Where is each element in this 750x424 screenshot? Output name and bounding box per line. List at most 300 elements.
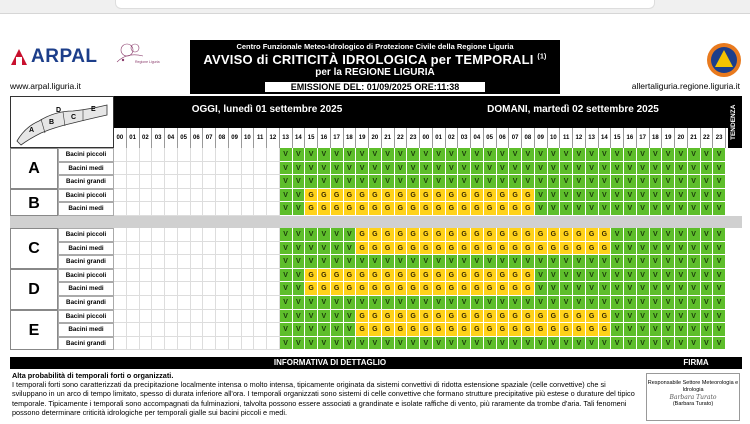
firma-signature: Barbara Turato (669, 394, 717, 401)
green-cell: V (280, 148, 293, 162)
green-cell: V (675, 269, 688, 283)
zone-separator (10, 216, 742, 228)
yellow-cell: G (318, 202, 331, 216)
green-cell: V (599, 282, 612, 296)
green-cell: V (624, 269, 637, 283)
yellow-cell: G (407, 189, 420, 203)
yellow-cell: G (407, 228, 420, 242)
green-cell: V (331, 228, 344, 242)
green-cell: V (548, 269, 561, 283)
yellow-cell: G (369, 323, 382, 337)
empty-cell (114, 337, 127, 351)
green-cell: V (548, 296, 561, 310)
yellow-cell: G (344, 189, 357, 203)
hour-cell: 13 (280, 128, 293, 148)
green-cell: V (611, 189, 624, 203)
green-cell: V (280, 310, 293, 324)
green-cell: V (637, 255, 650, 269)
hour-cell: 00 (420, 128, 433, 148)
hour-cell: 19 (662, 128, 675, 148)
empty-cell (127, 202, 140, 216)
green-cell: V (713, 228, 726, 242)
arpal-logo (10, 46, 98, 68)
green-cell: V (560, 202, 573, 216)
green-cell: V (713, 162, 726, 176)
empty-cell (242, 269, 255, 283)
green-cell: V (446, 296, 459, 310)
empty-cell (127, 242, 140, 256)
empty-cell (152, 282, 165, 296)
empty-cell (203, 189, 216, 203)
green-cell: V (293, 282, 306, 296)
green-cell: V (560, 255, 573, 269)
yellow-cell: G (446, 202, 459, 216)
green-cell: V (675, 228, 688, 242)
basin-label: Bacini medi (58, 282, 114, 296)
empty-cell (254, 282, 267, 296)
green-cell: V (318, 310, 331, 324)
yellow-cell: G (407, 202, 420, 216)
green-cell: V (535, 202, 548, 216)
green-cell: V (344, 242, 357, 256)
allerta-url-link[interactable]: allertaliguria.regione.liguria.it (631, 81, 740, 91)
green-cell: V (611, 282, 624, 296)
hour-cell: 07 (203, 128, 216, 148)
green-cell: V (611, 255, 624, 269)
green-cell: V (331, 162, 344, 176)
green-cell: V (280, 255, 293, 269)
green-cell: V (344, 162, 357, 176)
green-cell: V (624, 337, 637, 351)
basin-label: Bacini piccoli (58, 189, 114, 203)
empty-cell (114, 323, 127, 337)
green-cell: V (599, 148, 612, 162)
yellow-cell: G (446, 228, 459, 242)
yellow-cell: G (471, 242, 484, 256)
green-cell: V (446, 162, 459, 176)
empty-cell (191, 162, 204, 176)
green-cell: V (382, 296, 395, 310)
green-cell: V (522, 296, 535, 310)
empty-cell (229, 323, 242, 337)
empty-cell (191, 282, 204, 296)
green-cell: V (293, 162, 306, 176)
map-zone-d-label: D (56, 107, 62, 114)
footer-bar (10, 357, 742, 369)
green-cell: V (420, 175, 433, 189)
map-zone-b-label: B (49, 119, 55, 126)
yellow-cell: G (471, 202, 484, 216)
yellow-cell: G (433, 282, 446, 296)
empty-cell (165, 282, 178, 296)
green-cell: V (433, 296, 446, 310)
empty-cell (216, 148, 229, 162)
empty-cell (216, 282, 229, 296)
green-cell: V (611, 148, 624, 162)
zone-label: A (10, 148, 58, 189)
basin-label: Bacini medi (58, 242, 114, 256)
empty-cell (242, 148, 255, 162)
green-cell: V (433, 162, 446, 176)
empty-cell (203, 162, 216, 176)
green-cell: V (497, 337, 510, 351)
green-cell: V (662, 296, 675, 310)
arpal-url-link[interactable]: www.arpal.liguria.it (10, 81, 81, 91)
hour-cell: 05 (484, 128, 497, 148)
green-cell: V (586, 148, 599, 162)
green-cell: V (624, 228, 637, 242)
yellow-cell: G (382, 228, 395, 242)
green-cell: V (560, 148, 573, 162)
green-cell: V (280, 269, 293, 283)
green-cell: V (446, 148, 459, 162)
info-text-block (12, 371, 642, 417)
empty-cell (203, 310, 216, 324)
green-cell: V (509, 175, 522, 189)
org-line: Centro Funzionale Meteo-Idrologico di Protezione Civile della Regione Liguria (236, 42, 514, 51)
green-cell: V (675, 337, 688, 351)
green-cell: V (560, 269, 573, 283)
green-cell: V (713, 310, 726, 324)
yellow-cell: G (446, 282, 459, 296)
green-cell: V (535, 162, 548, 176)
green-cell: V (688, 255, 701, 269)
empty-cell (165, 255, 178, 269)
green-cell: V (318, 242, 331, 256)
yellow-cell: G (522, 242, 535, 256)
hour-cell: 01 (433, 128, 446, 148)
green-cell: V (560, 189, 573, 203)
green-cell: V (280, 202, 293, 216)
hour-cell: 04 (165, 128, 178, 148)
empty-cell (216, 202, 229, 216)
empty-cell (178, 282, 191, 296)
green-cell: V (675, 296, 688, 310)
green-cell: V (344, 228, 357, 242)
yellow-cell: G (369, 242, 382, 256)
green-cell: V (662, 202, 675, 216)
yellow-cell: G (446, 310, 459, 324)
green-cell: V (560, 296, 573, 310)
empty-cell (152, 175, 165, 189)
green-cell: V (522, 337, 535, 351)
hour-cell: 18 (344, 128, 357, 148)
title-note: (1) (537, 53, 547, 61)
green-cell: V (713, 282, 726, 296)
empty-cell (165, 202, 178, 216)
green-cell: V (497, 148, 510, 162)
green-cell: V (637, 189, 650, 203)
hour-cell: 23 (407, 128, 420, 148)
empty-cell (140, 282, 153, 296)
emission-date: EMISSIONE DEL: 01/09/2025 ORE:11:38 (265, 82, 485, 92)
yellow-cell: G (599, 323, 612, 337)
yellow-cell: G (509, 323, 522, 337)
empty-cell (242, 189, 255, 203)
empty-cell (165, 228, 178, 242)
yellow-cell: G (522, 202, 535, 216)
green-cell: V (560, 282, 573, 296)
green-cell: V (497, 296, 510, 310)
green-cell: V (356, 162, 369, 176)
green-cell: V (407, 255, 420, 269)
yellow-cell: G (369, 189, 382, 203)
green-cell: V (548, 148, 561, 162)
empty-cell (254, 310, 267, 324)
empty-cell (267, 202, 280, 216)
green-cell: V (395, 255, 408, 269)
green-cell: V (675, 162, 688, 176)
empty-cell (152, 255, 165, 269)
protezione-civile-icon (706, 42, 742, 78)
green-cell: V (458, 337, 471, 351)
empty-cell (127, 337, 140, 351)
green-cell: V (675, 242, 688, 256)
green-cell: V (446, 337, 459, 351)
empty-cell (216, 296, 229, 310)
green-cell: V (662, 242, 675, 256)
green-cell: V (305, 310, 318, 324)
yellow-cell: G (433, 202, 446, 216)
empty-cell (152, 310, 165, 324)
empty-cell (114, 255, 127, 269)
empty-cell (203, 337, 216, 351)
green-cell: V (356, 255, 369, 269)
green-cell: V (611, 202, 624, 216)
green-cell: V (318, 228, 331, 242)
green-cell: V (407, 296, 420, 310)
yellow-cell: G (458, 282, 471, 296)
hour-cell: 08 (522, 128, 535, 148)
empty-cell (267, 337, 280, 351)
empty-cell (267, 228, 280, 242)
yellow-cell: G (318, 269, 331, 283)
green-cell: V (293, 323, 306, 337)
green-cell: V (650, 255, 663, 269)
green-cell: V (611, 242, 624, 256)
green-cell: V (305, 228, 318, 242)
yellow-cell: G (535, 228, 548, 242)
yellow-cell: G (586, 310, 599, 324)
green-cell: V (650, 242, 663, 256)
empty-cell (114, 242, 127, 256)
empty-cell (267, 296, 280, 310)
green-cell: V (701, 242, 714, 256)
empty-cell (152, 162, 165, 176)
yellow-cell: G (458, 228, 471, 242)
green-cell: V (586, 282, 599, 296)
yellow-cell: G (407, 269, 420, 283)
signature-box (646, 373, 740, 421)
yellow-cell: G (433, 310, 446, 324)
yellow-cell: G (497, 189, 510, 203)
green-cell: V (318, 148, 331, 162)
green-cell: V (611, 228, 624, 242)
basin-label: Bacini piccoli (58, 269, 114, 283)
green-cell: V (586, 175, 599, 189)
firma-title: FIRMA (683, 358, 709, 367)
empty-cell (127, 228, 140, 242)
empty-cell (140, 296, 153, 310)
green-cell: V (675, 189, 688, 203)
yellow-cell: G (305, 269, 318, 283)
green-cell: V (701, 148, 714, 162)
yellow-cell: G (573, 242, 586, 256)
empty-cell (140, 175, 153, 189)
basin-label: Bacini piccoli (58, 148, 114, 162)
liguria-zone-map (10, 96, 114, 148)
yellow-cell: G (433, 269, 446, 283)
green-cell: V (624, 323, 637, 337)
empty-cell (178, 189, 191, 203)
empty-cell (191, 228, 204, 242)
green-cell: V (484, 148, 497, 162)
empty-cell (127, 282, 140, 296)
green-cell: V (637, 202, 650, 216)
yellow-cell: G (433, 242, 446, 256)
hour-cell: 08 (216, 128, 229, 148)
empty-cell (191, 323, 204, 337)
green-cell: V (522, 162, 535, 176)
empty-cell (229, 162, 242, 176)
empty-cell (267, 282, 280, 296)
empty-cell (267, 162, 280, 176)
yellow-cell: G (484, 189, 497, 203)
green-cell: V (586, 337, 599, 351)
empty-cell (203, 228, 216, 242)
green-cell: V (688, 148, 701, 162)
yellow-cell: G (305, 189, 318, 203)
empty-cell (127, 323, 140, 337)
green-cell: V (675, 255, 688, 269)
hour-cell: 19 (356, 128, 369, 148)
empty-cell (178, 242, 191, 256)
green-cell: V (369, 296, 382, 310)
green-cell: V (701, 255, 714, 269)
empty-cell (152, 269, 165, 283)
hour-cell: 03 (152, 128, 165, 148)
hour-cell: 18 (650, 128, 663, 148)
hour-cell: 14 (293, 128, 306, 148)
yellow-cell: G (522, 310, 535, 324)
empty-cell (242, 162, 255, 176)
yellow-cell: G (369, 310, 382, 324)
green-cell: V (675, 282, 688, 296)
empty-cell (140, 202, 153, 216)
green-cell: V (331, 323, 344, 337)
green-cell: V (662, 255, 675, 269)
empty-cell (178, 269, 191, 283)
yellow-cell: G (305, 202, 318, 216)
empty-cell (254, 323, 267, 337)
empty-cell (229, 175, 242, 189)
empty-cell (178, 228, 191, 242)
hour-cell: 22 (395, 128, 408, 148)
green-cell: V (713, 337, 726, 351)
green-cell: V (280, 228, 293, 242)
empty-cell (203, 282, 216, 296)
green-cell: V (713, 255, 726, 269)
empty-cell (254, 175, 267, 189)
empty-cell (165, 323, 178, 337)
green-cell: V (688, 310, 701, 324)
green-cell: V (369, 337, 382, 351)
empty-cell (152, 296, 165, 310)
green-cell: V (395, 162, 408, 176)
yellow-cell: G (407, 323, 420, 337)
yellow-cell: G (484, 269, 497, 283)
empty-cell (178, 323, 191, 337)
green-cell: V (395, 296, 408, 310)
empty-cell (140, 255, 153, 269)
empty-cell (229, 255, 242, 269)
empty-cell (140, 189, 153, 203)
green-cell: V (458, 255, 471, 269)
green-cell: V (344, 310, 357, 324)
hour-cell: 21 (688, 128, 701, 148)
empty-cell (191, 269, 204, 283)
yellow-cell: G (509, 310, 522, 324)
empty-cell (191, 175, 204, 189)
yellow-cell: G (522, 269, 535, 283)
empty-cell (242, 282, 255, 296)
empty-cell (216, 310, 229, 324)
green-cell: V (675, 323, 688, 337)
empty-cell (140, 228, 153, 242)
green-cell: V (599, 337, 612, 351)
empty-cell (229, 337, 242, 351)
empty-cell (203, 148, 216, 162)
green-cell: V (713, 202, 726, 216)
hour-cell: 06 (497, 128, 510, 148)
green-cell: V (662, 175, 675, 189)
firma-role: Responsabile Settore Meteorologia e Idrologia (647, 380, 739, 393)
empty-cell (191, 255, 204, 269)
green-cell: V (548, 175, 561, 189)
green-cell: V (650, 323, 663, 337)
yellow-cell: G (484, 228, 497, 242)
green-cell: V (662, 228, 675, 242)
empty-cell (114, 282, 127, 296)
green-cell: V (599, 175, 612, 189)
empty-cell (254, 189, 267, 203)
green-cell: V (560, 337, 573, 351)
yellow-cell: G (458, 202, 471, 216)
empty-cell (203, 296, 216, 310)
empty-cell (216, 228, 229, 242)
empty-cell (216, 162, 229, 176)
hour-cell: 10 (548, 128, 561, 148)
yellow-cell: G (509, 189, 522, 203)
empty-cell (165, 162, 178, 176)
basin-label: Bacini grandi (58, 175, 114, 189)
yellow-cell: G (497, 269, 510, 283)
yellow-cell: G (331, 269, 344, 283)
green-cell: V (688, 296, 701, 310)
yellow-cell: G (522, 228, 535, 242)
empty-cell (178, 310, 191, 324)
green-cell: V (637, 310, 650, 324)
empty-cell (216, 323, 229, 337)
green-cell: V (688, 162, 701, 176)
hour-cell: 13 (586, 128, 599, 148)
green-cell: V (433, 255, 446, 269)
green-cell: V (305, 255, 318, 269)
empty-cell (242, 323, 255, 337)
yellow-cell: G (471, 310, 484, 324)
basin-label: Bacini medi (58, 323, 114, 337)
green-cell: V (293, 228, 306, 242)
